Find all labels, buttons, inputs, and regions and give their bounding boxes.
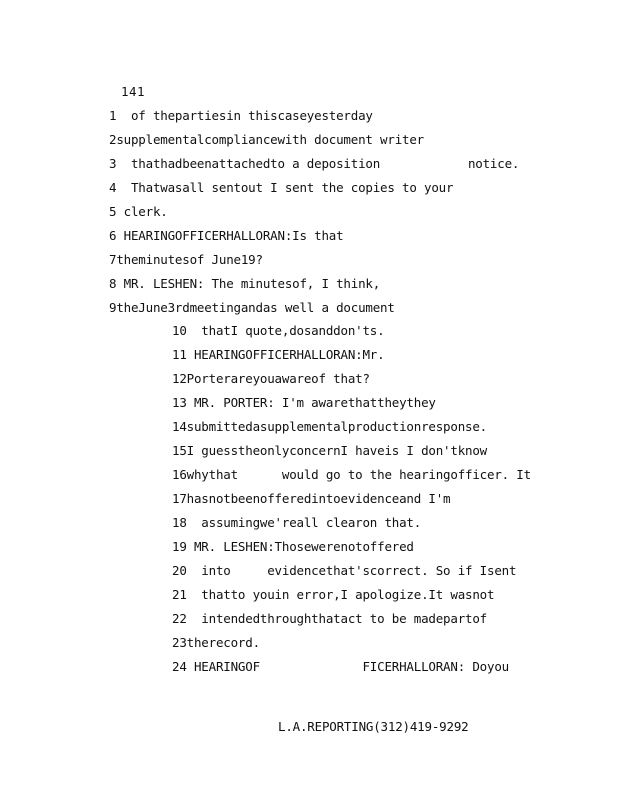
transcript-line-10: 10 thatI quote,dosanddon'ts.	[172, 323, 385, 338]
transcript-line-7: 7theminutesof June19?	[109, 252, 263, 267]
transcript-line-12: 12Porterareyouawareof that?	[172, 371, 370, 386]
transcript-line-21: 21 thatto youin error,I apologize.It wasnot	[172, 587, 495, 602]
transcript-line-17: 17hasnotbeenofferedintoevidenceand I'm	[172, 491, 451, 506]
transcript-line-20: 20 into evidencethat'scorrect. So if Isent	[172, 563, 517, 578]
transcript-line-9: 9theJune3rdmeetingandas well a document	[109, 300, 395, 315]
reporter-footer: L.A.REPORTING(312)419-9292	[278, 719, 469, 734]
transcript-line-24: 24 HEARINGOF FICERHALLORAN: Doyou	[172, 659, 509, 674]
transcript-line-13: 13 MR. PORTER: I'm awarethattheythey	[172, 395, 436, 410]
transcript-line-14: 14submittedasupplementalproductionresponse.	[172, 419, 488, 434]
transcript-line-11: 11 HEARINGOFFICERHALLORAN:Mr.	[172, 347, 385, 362]
transcript-line-23: 23therecord.	[172, 635, 260, 650]
transcript-line-4: 4 Thatwasall sentout I sent the copies to your	[109, 180, 454, 195]
transcript-line-8: 8 MR. LESHEN: The minutesof, I think,	[109, 276, 381, 291]
page-number: 141	[121, 84, 146, 99]
transcript-line-22: 22 intendedthroughthatact to be madepartof	[172, 611, 488, 626]
transcript-line-19: 19 MR. LESHEN:Thosewerenotoffered	[172, 539, 414, 554]
transcript-line-6: 6 HEARINGOFFICERHALLORAN:Is that	[109, 228, 344, 243]
transcript-line-1: 1 of thepartiesin thiscaseyesterday	[109, 108, 373, 123]
transcript-line-18: 18 assumingwe'reall clearon that.	[172, 515, 422, 530]
transcript-line-16: 16whythat would go to the hearingofficer. It	[172, 467, 531, 482]
transcript-line-5: 5 clerk.	[109, 204, 168, 219]
transcript-line-3: 3 thathadbeenattachedto a deposition notice.	[109, 156, 520, 171]
transcript-line-2: 2supplementalcompliancewith document writer	[109, 132, 425, 147]
transcript-line-15: 15I guesstheonlyconcernI haveis I don'tknow	[172, 443, 488, 458]
